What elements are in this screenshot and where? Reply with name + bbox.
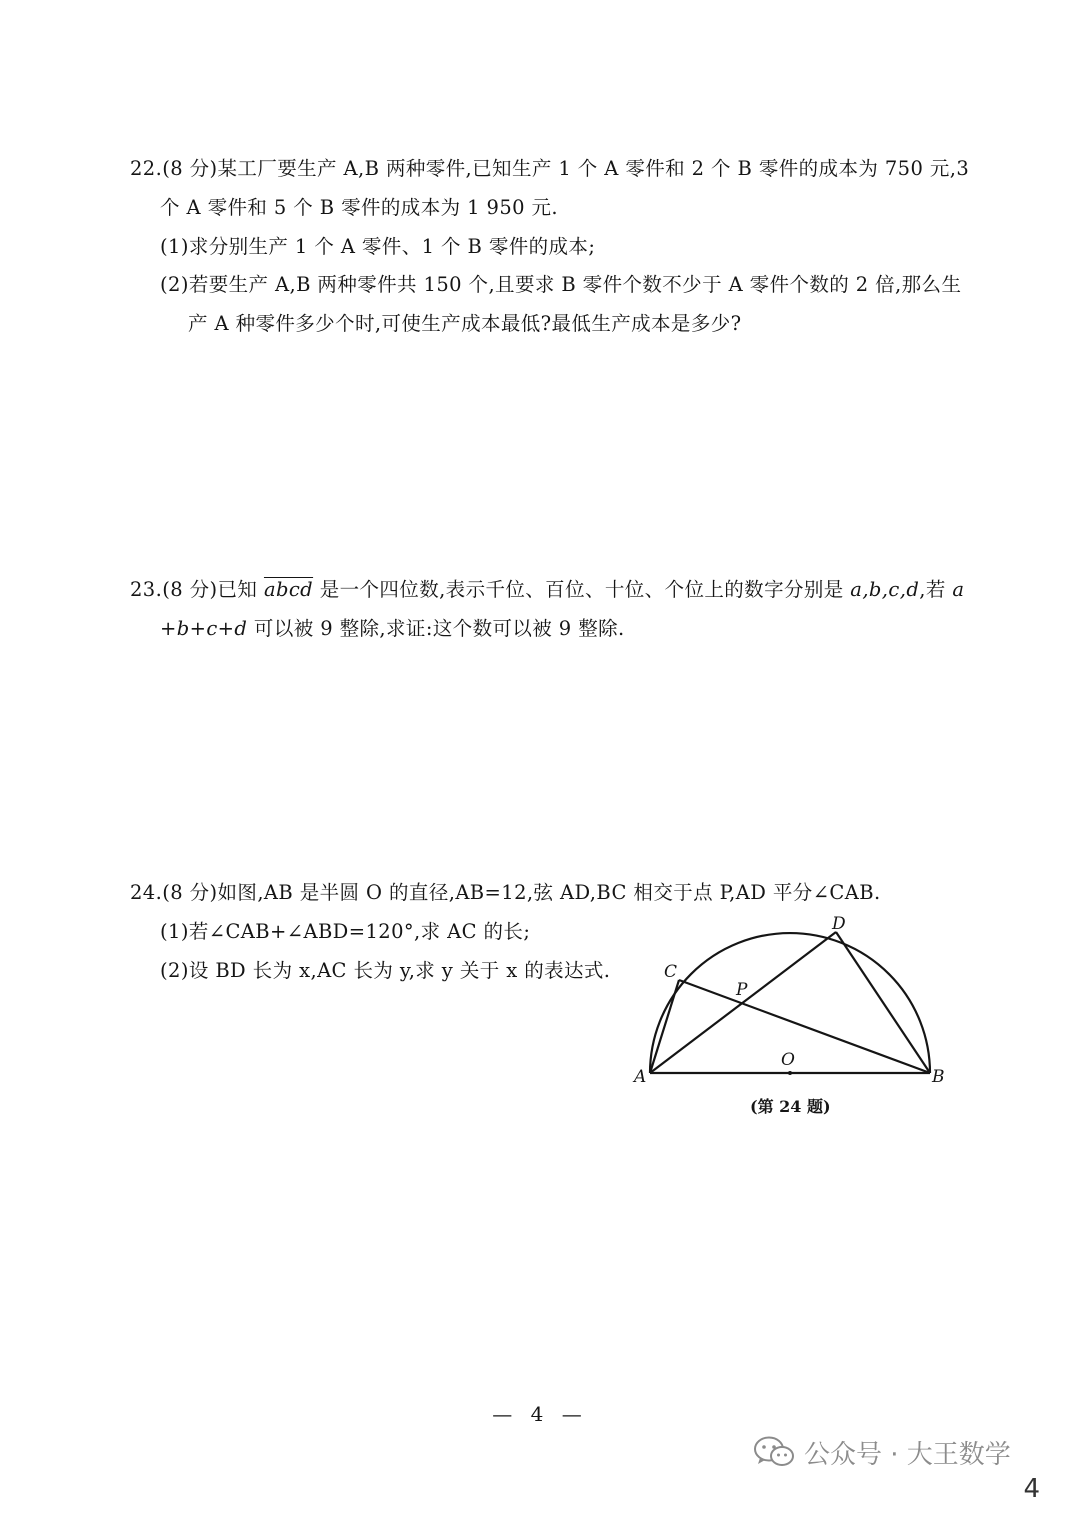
label-A: A	[634, 1067, 647, 1087]
q23-last-var: a	[952, 578, 965, 601]
q23-line1-end: ,若	[919, 578, 946, 601]
q23-vars: a,b,c,d	[850, 578, 920, 601]
wechat-icon	[752, 1434, 796, 1470]
watermark-text: 公众号 · 大王数学	[804, 1439, 1011, 1470]
q24-sub1: (1)若∠CAB+∠ABD=120°,求 AC 的长;	[160, 920, 531, 943]
figure-caption: (第 24 题)	[750, 1097, 831, 1116]
q22-line1: 22.(8 分)某工厂要生产 A,B 两种零件,已知生产 1 个 A 零件和 2 个 B 零件的成本为 750 元,3	[130, 157, 970, 180]
label-P: P	[736, 980, 748, 1000]
q24-line1: 24.(8 分)如图,AB 是半圆 O 的直径,AB=12,弦 AD,BC 相交于点 P,AD 平分∠CAB.	[130, 881, 881, 904]
q23-line2-text: 可以被 9 整除,求证:这个数可以被 9 整除.	[253, 617, 625, 640]
chord-BD	[836, 932, 930, 1073]
q22-line2: 个 A 零件和 5 个 B 零件的成本为 1 950 元.	[160, 196, 559, 219]
q22-sub1: (1)求分别生产 1 个 A 零件、1 个 B 零件的成本;	[160, 235, 596, 258]
chord-BC	[679, 980, 930, 1073]
q23-line1	[130, 574, 964, 602]
chord-AD	[650, 932, 836, 1073]
watermark	[752, 1432, 1011, 1472]
center-point-O	[788, 1071, 792, 1075]
q23-text: 是一个四位数,表示千位、百位、十位、个位上的数字分别是	[319, 578, 844, 601]
q23-prefix: 23.(8 分)已知	[130, 578, 258, 601]
corner-page-number: 4	[1023, 1474, 1040, 1504]
chord-AC	[650, 980, 679, 1073]
q22-sub2-line2: 产 A 种零件多少个时,可使生产成本最低?最低生产成本是多少?	[188, 312, 742, 335]
page-number: — 4 —	[492, 1402, 588, 1426]
q22-sub2-line1: (2)若要生产 A,B 两种零件共 150 个,且要求 B 零件个数不少于 A 零件个数的 2 倍,那么生	[160, 273, 962, 296]
semicircle-figure	[620, 905, 960, 1125]
q24-sub2: (2)设 BD 长为 x,AC 长为 y,求 y 关于 x 的表达式.	[160, 959, 611, 982]
q23-sum-expr: +b+c+d	[160, 617, 248, 640]
label-O: O	[781, 1050, 795, 1070]
q23-overline-number: abcd	[263, 578, 314, 601]
label-D: D	[832, 914, 846, 934]
label-B: B	[932, 1067, 945, 1087]
label-C: C	[664, 962, 678, 982]
q23-line2	[160, 613, 625, 641]
